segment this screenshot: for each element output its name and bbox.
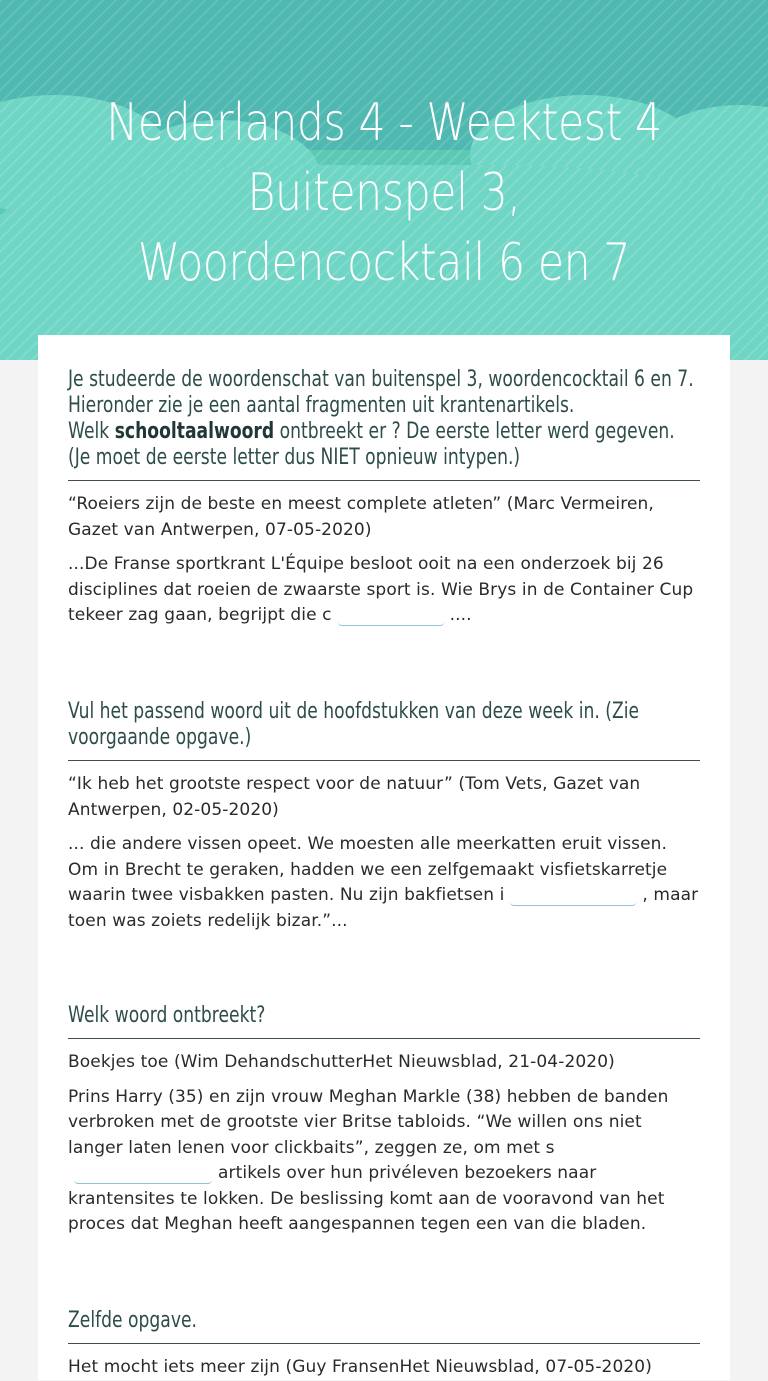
header-banner — [0, 0, 768, 360]
answer-input[interactable] — [74, 1165, 212, 1184]
fragment-text: .... — [449, 605, 472, 625]
answer-input[interactable] — [338, 607, 444, 626]
answer-input[interactable] — [510, 887, 636, 906]
question-instruction: Welk woord ontbreekt? — [68, 1003, 266, 1028]
article-fragment — [68, 832, 700, 934]
instruction-bold-word: schooltaalwoord — [114, 419, 275, 444]
instruction-line: Hieronder zie je een aantal fragmenten uit krantenartikels. — [68, 393, 575, 418]
article-fragment — [68, 552, 700, 629]
article-source: “Ik heb het grootste respect voor de natuur” (Tom Vets, Gazet van Antwerpen, 02-05-2020) — [68, 774, 641, 820]
question-instruction: Zelfde opgave. — [68, 1308, 198, 1333]
instruction-text: ontbreekt er ? De eerste letter werd gegeven. (Je moet de eerste letter dus NIET opnieuw intypen.) — [68, 419, 675, 470]
fragment-text: ...De Franse sportkrant L'Équipe besloot ooit na een onderzoek bij 26 disciplines dat roeien de zwaarste sport is. Wie Brys in de Container Cup tekeer zag gaan, begrijpt die c — [68, 554, 694, 625]
article-source: Boekjes toe (Wim DehandschutterHet Nieuwsblad, 21-04-2020) — [68, 1052, 615, 1072]
page-title-line: Woordencocktail 6 en 7 — [137, 233, 631, 293]
page-title — [69, 88, 699, 298]
question-3 — [68, 1003, 700, 1238]
question-2 — [68, 699, 700, 934]
instruction-line — [68, 419, 699, 471]
question-instruction: Vul het passend woord uit de hoofdstukken van deze week in. (Zie voorgaande opgave.) — [68, 699, 640, 750]
article-source: Het mocht iets meer zijn (Guy FransenHet Nieuwsblad, 07-05-2020) — [68, 1357, 652, 1377]
fragment-text: Prins Harry (35) en zijn vrouw Meghan Markle (38) hebben de banden verbroken met de grootste vier Britse tabloids. “We willen ons niet langer laten lenen voor clickbaits”, zeggen ze, om met s — [68, 1086, 669, 1158]
instruction-line: Je studeerde de woordenschat van buitenspel 3, woordencocktail 6 en 7. — [68, 367, 694, 392]
divider — [68, 480, 700, 481]
question-1 — [68, 367, 700, 629]
article-fragment — [68, 1085, 700, 1238]
instruction-text: Welk — [68, 419, 115, 444]
question-instruction — [68, 367, 699, 480]
fragment-text: artikels over hun privéleven bezoekers naar krantensites te lokken. De beslissing komt aan de vooravond van het proces dat Meghan heeft aangespannen tegen een van die bladen. — [68, 1163, 665, 1234]
question-4 — [68, 1308, 700, 1381]
fragment-text: ... die andere vissen opeet. We moesten alle meerkatten eruit vissen. Om in Brecht te geraken, hadden we een zelfgemaakt visfietskarretje waarin twee visbakken pasten. Nu zijn bakfietsen i — [68, 834, 668, 905]
fragment-text: , maar toen was zoiets redelijk bizar.”... — [68, 885, 699, 931]
article-source: “Roeiers zijn de beste en meest complete atleten” (Marc Vermeiren, Gazet van Antwerpen, 07-05-2020) — [68, 494, 654, 540]
page-title-line: Buitenspel 3, — [247, 163, 521, 223]
divider — [68, 1343, 700, 1344]
worksheet-card — [38, 335, 730, 1380]
divider — [68, 1038, 700, 1039]
page-title-line: Nederlands 4 - Weektest 4 — [106, 93, 662, 153]
divider — [68, 760, 700, 761]
